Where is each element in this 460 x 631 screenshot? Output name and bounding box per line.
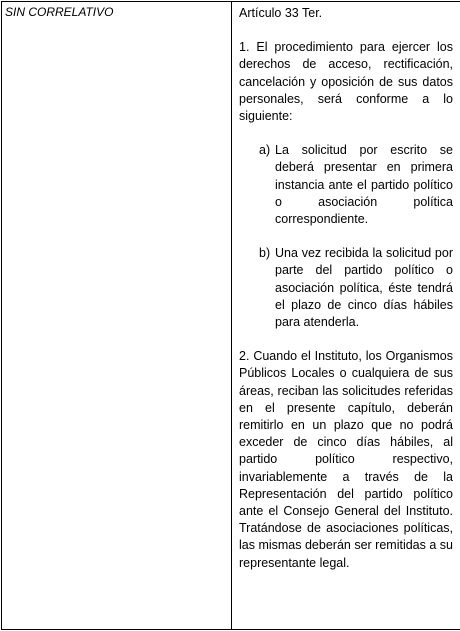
list-item — [259, 245, 453, 331]
comparison-table — [1, 1, 460, 630]
left-column-text: SIN CORRELATIVO — [5, 5, 114, 19]
article-title: Artículo 33 Ter. — [239, 6, 323, 20]
paragraph-1: 1. El procedimiento para ejercer los derechos de acceso, rectificación, cancelación y oposición de sus datos personales, será conforme a lo siguiente: — [239, 40, 453, 124]
list-item — [259, 142, 453, 228]
paragraph-2: 2. Cuando el Instituto, los Organismos Públicos Locales o cualquiera de sus áreas, reciban las solicitudes referidas en el presente capítulo, deberán remitirlo en un plazo que no podrá exceder de cinco días hábiles, al partido político respectivo, invariablemente a través de la Representación del partido político ante el Consejo General del Instituto. Tratándose de asociaciones políticas, las mismas deberán ser remitidas a su representante legal. — [239, 349, 453, 570]
table-row — [2, 2, 460, 630]
list-item-marker: a) — [259, 143, 271, 158]
list-item-marker: b) — [259, 246, 271, 261]
list-item-text: La solicitud por escrito se deberá presentar en primera instancia ante el partido político o asociación política correspondiente. — [275, 143, 453, 227]
list-item-text: Una vez recibida la solicitud por parte del partido político o asociación política, éste tendrá el plazo de cinco días hábiles para atenderla. — [275, 246, 453, 330]
article-content — [232, 2, 460, 572]
left-column-cell — [2, 2, 232, 630]
right-column-cell — [232, 2, 460, 630]
